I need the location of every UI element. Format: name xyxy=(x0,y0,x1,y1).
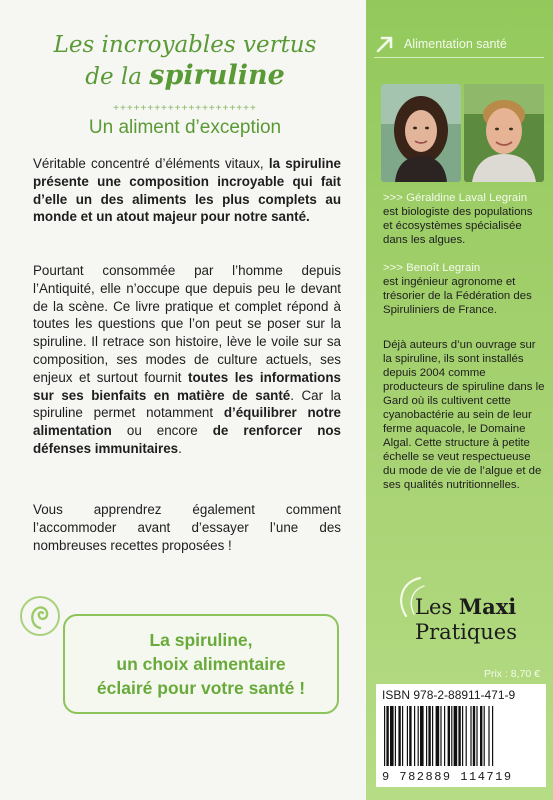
paragraph-intro xyxy=(33,155,341,226)
barcode-bar xyxy=(395,706,396,766)
barcode-bar xyxy=(466,706,467,766)
barcode-bar xyxy=(436,706,440,766)
barcode-bar xyxy=(432,706,433,766)
author-photo-benoit xyxy=(464,84,544,182)
barcode-bar xyxy=(476,706,477,766)
arrow-up-right-icon xyxy=(374,33,396,55)
barcode-bar xyxy=(426,706,427,766)
barcode-bar xyxy=(390,706,394,766)
barcode-bar xyxy=(444,706,445,766)
barcode-bar xyxy=(428,706,430,766)
author-2-name: >>> Benoît Legrain xyxy=(383,262,481,274)
barcode-bar xyxy=(488,706,489,766)
text-segment: Véritable concentré d’éléments vitaux, xyxy=(33,156,269,171)
isbn-text: ISBN 978-2-88911-471-9 xyxy=(382,688,516,702)
barcode-panel xyxy=(376,684,546,787)
author-1-description: est biologiste des populations et écosystèmes spécialisée dans les algues. xyxy=(383,206,533,246)
barcode-bar xyxy=(384,706,385,766)
callout-line-2: un choix alimentaire xyxy=(116,654,286,674)
logo-les: Les xyxy=(415,595,453,619)
subtitle: Un aliment d’exception xyxy=(88,117,282,138)
logo-subtitle: Pratiques xyxy=(415,620,518,644)
barcode-bar xyxy=(480,706,482,766)
barcode-bar xyxy=(386,706,388,766)
barcode-bar xyxy=(409,706,411,766)
text-segment: toutes les informations sur ses bienfaits en matière de santé xyxy=(33,369,341,403)
barcode xyxy=(382,706,540,768)
callout-line-1: La spiruline, xyxy=(149,630,253,650)
text-segment: Pourtant consommée par l’homme depuis l’Antiquité, elle n’occupe que depuis peu le devant de la scène. Ce livre pratique et complet répond à toutes les questions que l’on peut se poser sur la spiruline. Il retrace son histoire, lève le voile sur sa composition, ses modes de culture actuels, ses enjeux et surtout fournit xyxy=(33,263,341,385)
paragraph-recipes xyxy=(33,501,341,554)
category-label: Alimentation santé xyxy=(404,37,507,51)
price-label: Prix : 8,70 € xyxy=(483,668,540,680)
barcode-bar xyxy=(407,706,408,766)
barcode-bar xyxy=(402,706,403,766)
barcode-bar xyxy=(440,706,441,766)
barcode-bar xyxy=(454,706,458,766)
text-segment: . Car la spiruline permet notamment xyxy=(33,387,341,421)
authors-paragraph: Déjà auteurs d’un ouvrage sur la spiruline, ils sont installés depuis 2004 comme producteurs de spiruline dans le Gard où ils cultivent cette cyanobactérie au sein de leur ferme aquacole, le Domaine Algal. Cette structure à petite échelle se veut respectueuse du mode de vie de l’algue et de ses qualités nutritionnelles. xyxy=(383,339,545,491)
barcode-bar xyxy=(473,706,475,766)
author-2-description: est ingénieur agronome et trésorier de la Fédération des Spiruliniers de France. xyxy=(383,276,532,316)
category-divider xyxy=(374,57,544,58)
author-1-name: >>> Géraldine Laval Legrain xyxy=(383,192,528,204)
text-segment: . xyxy=(178,440,182,456)
barcode-bar xyxy=(470,706,471,766)
barcode-bar xyxy=(492,706,493,766)
title-separator: +++++++++++++++++++++ xyxy=(113,103,257,114)
barcode-bar xyxy=(414,706,415,766)
title-prefix: de la xyxy=(85,64,142,90)
text-segment: d’équilibrer notre alimentation xyxy=(33,405,341,439)
paragraph-description xyxy=(33,262,341,458)
barcode-bar xyxy=(458,706,460,766)
logo-maxi: Maxi xyxy=(458,594,517,619)
barcode-bar xyxy=(451,706,452,766)
text-segment: ou encore xyxy=(111,423,213,439)
callout-box xyxy=(63,614,339,714)
barcode-bar xyxy=(462,706,463,766)
author-photo-geraldine xyxy=(381,84,461,182)
barcode-bar xyxy=(398,706,400,766)
logo-title xyxy=(415,594,516,619)
title-line-2 xyxy=(30,60,340,93)
barcode-bar xyxy=(448,706,450,766)
text-segment: la spiruline présente une composition incroyable qui fait d’elle un des aliments les plus complets au monde et un atout majeur pour notre santé. xyxy=(33,156,341,225)
title-line-1: Les incroyables vertus xyxy=(53,32,317,58)
collection-logo xyxy=(390,580,550,650)
ean-digits: 9 782889 114719 xyxy=(382,770,513,784)
text-segment: de renforcer nos défenses immunitaires xyxy=(33,423,341,456)
barcode-bar xyxy=(484,706,485,766)
spiral-leaf-icon xyxy=(20,596,60,636)
category-header xyxy=(374,33,549,57)
callout-line-3: éclairé pour votre santé ! xyxy=(96,678,306,698)
barcode-bar xyxy=(418,706,419,766)
text-segment: Vous apprendrez également comment l’accommoder avant d’essayer l’une des nombreuses recettes proposées ! xyxy=(33,502,341,553)
title-keyword: spiruline xyxy=(149,60,285,91)
barcode-bar xyxy=(420,706,424,766)
